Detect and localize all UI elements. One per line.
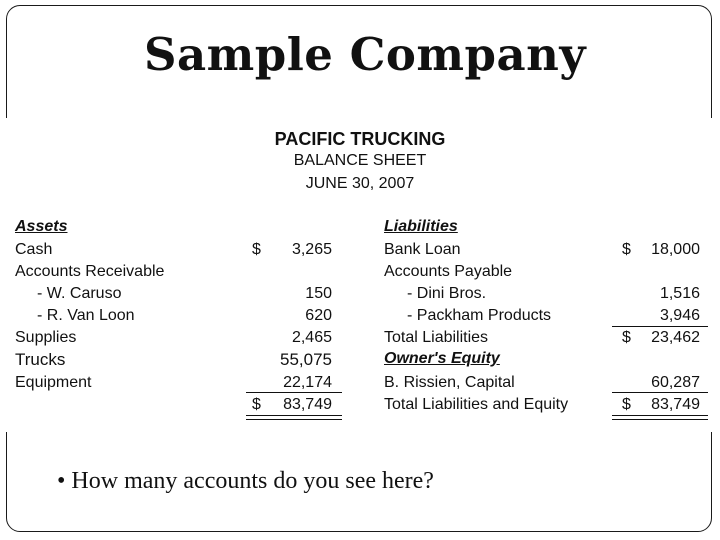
- asset-label-van-loon: - R. Van Loon: [37, 307, 135, 324]
- equity-dollar-total: $: [622, 396, 631, 413]
- liabilities-subtotal-rule: [612, 326, 708, 327]
- equity-label-total: Total Liabilities and Equity: [384, 396, 569, 413]
- liability-amount-bank-loan: 18,000: [651, 241, 700, 258]
- asset-amount-equipment: 22,174: [283, 374, 332, 391]
- equity-label-capital: B. Rissien, Capital: [384, 374, 515, 391]
- liability-dollar-bank-loan: $: [622, 241, 631, 258]
- asset-dollar-cash: $: [252, 241, 261, 258]
- liability-amount-dini: 1,516: [659, 285, 700, 302]
- assets-total-amount: 83,749: [283, 396, 332, 413]
- asset-amount-van-loon: 620: [305, 307, 332, 324]
- assets-heading: Assets: [15, 218, 68, 235]
- asset-label-trucks: Trucks: [15, 350, 66, 369]
- asset-amount-supplies: 2,465: [291, 329, 332, 346]
- asset-label-caruso: - W. Caruso: [37, 285, 122, 302]
- equity-total-double-rule: [612, 415, 708, 420]
- asset-label-cash: Cash: [15, 241, 53, 258]
- assets-total-dollar: $: [252, 396, 261, 413]
- assets-total-double-rule: [246, 415, 342, 420]
- liability-amount-packham: 3,946: [659, 307, 700, 324]
- asset-label-equipment: Equipment: [15, 374, 92, 391]
- statement-date: JUNE 30, 2007: [305, 175, 415, 192]
- liability-label-packham: - Packham Products: [407, 307, 552, 324]
- balance-sheet: [0, 118, 720, 432]
- equity-subtotal-rule: [612, 392, 708, 393]
- company-name: PACIFIC TRUCKING: [274, 129, 446, 149]
- asset-amount-caruso: 150: [305, 285, 332, 302]
- liability-label-total: Total Liabilities: [384, 329, 489, 346]
- assets-subtotal-rule: [246, 392, 342, 393]
- asset-label-accounts-receivable: Accounts Receivable: [15, 263, 165, 280]
- liability-amount-total: 23,462: [651, 329, 700, 346]
- liabilities-heading: Liabilities: [384, 218, 458, 235]
- asset-amount-cash: 3,265: [291, 241, 332, 258]
- asset-amount-trucks: 55,075: [280, 350, 332, 369]
- equity-heading: Owner's Equity: [384, 350, 500, 367]
- liability-label-accounts-payable: Accounts Payable: [384, 263, 513, 280]
- liability-label-bank-loan: Bank Loan: [384, 241, 461, 258]
- liability-dollar-total: $: [622, 329, 631, 346]
- equity-amount-total: 83,749: [651, 396, 700, 413]
- slide-title: Sample Company: [143, 28, 587, 81]
- asset-label-supplies: Supplies: [15, 329, 77, 346]
- slide-question: • How many accounts do you see here?: [57, 468, 434, 494]
- statement-name: BALANCE SHEET: [293, 152, 427, 169]
- equity-amount-capital: 60,287: [651, 374, 700, 391]
- liability-label-dini: - Dini Bros.: [407, 285, 487, 302]
